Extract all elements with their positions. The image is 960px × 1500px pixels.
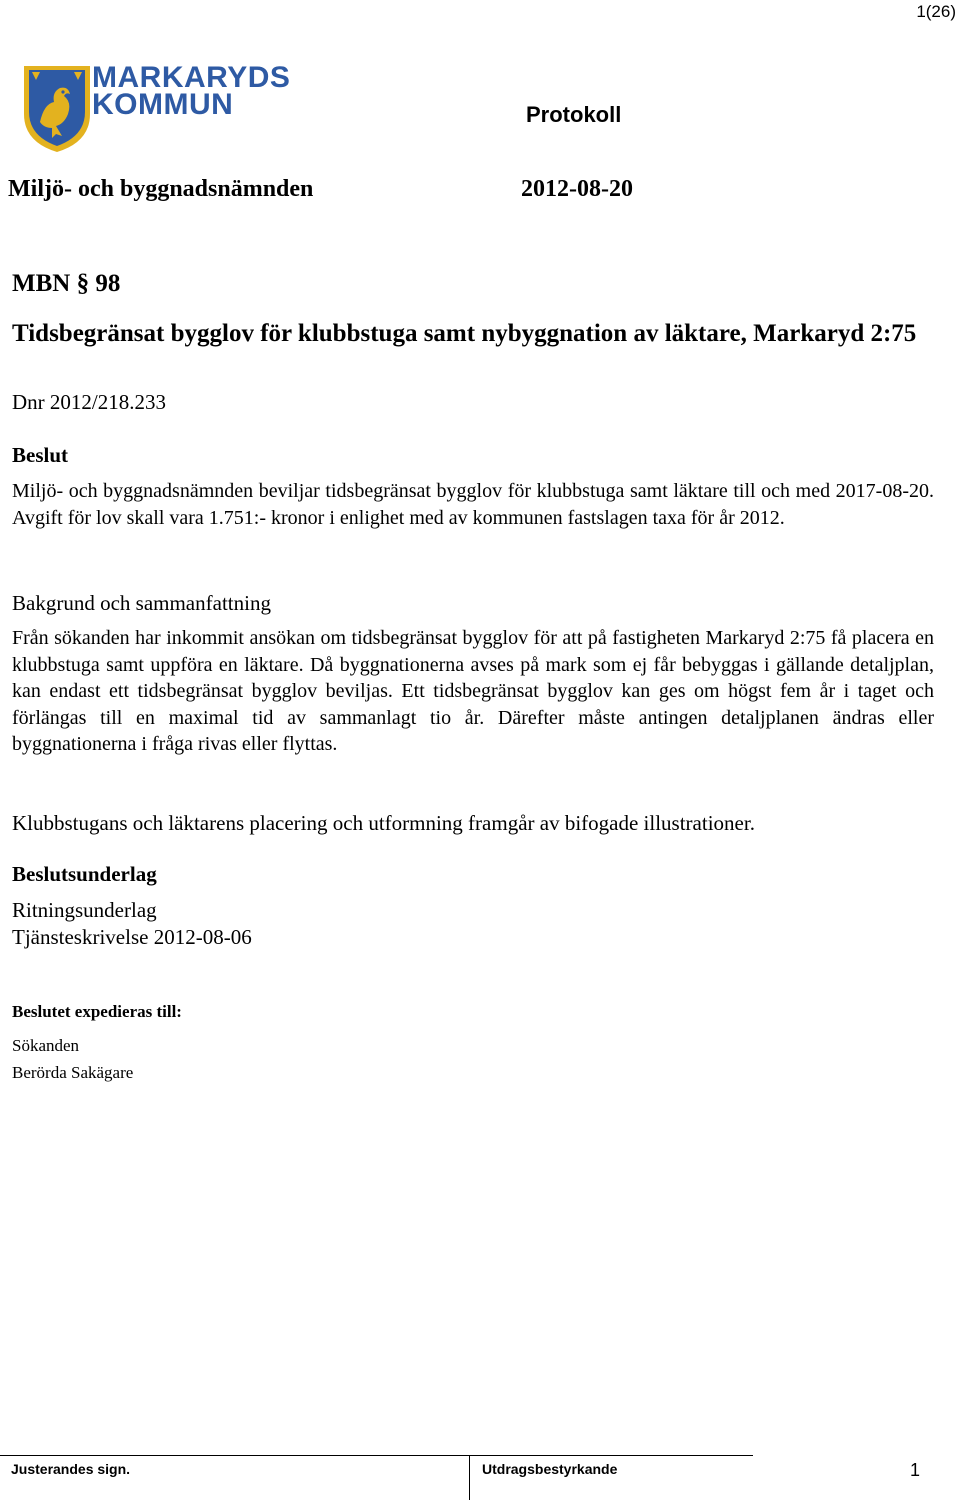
document-type: Protokoll <box>526 102 622 127</box>
bakgrund-heading: Bakgrund och sammanfattning <box>12 591 271 615</box>
footer-divider <box>0 1455 753 1456</box>
logo-text <box>92 61 291 121</box>
expedieras-list <box>12 1033 133 1086</box>
registration-number: Dnr 2012/218.233 <box>12 390 166 414</box>
list-item: Sökanden <box>12 1036 80 1055</box>
beslut-heading: Beslut <box>12 443 69 467</box>
bakgrund-text: Från sökanden har inkommit ansökan om tidsbegränsat bygglov för att på fastigheten Markaryd 2:75 få placera en klubbstuga samt uppföra en läktare. Då byggnationerna avses på mark som ej får bebyggas i gällande detaljplan, kan endast ett tidsbegränsat bygglov beviljas. Ett tidsbegränsat bygglov kan ges om högst fem år i taget och förlängas till en maximal tid av sammanlagt tio år. Därefter måste antingen detaljplanen ändras eller byggnationerna i fråga rivas eller flyttas. <box>12 627 934 755</box>
list-item: Tjänsteskrivelse 2012-08-06 <box>12 924 252 949</box>
footer-page-number: 1 <box>910 1460 921 1480</box>
list-item: Berörda Sakägare <box>12 1062 134 1082</box>
page-indicator: 1(26) <box>916 2 956 21</box>
beslutsunderlag-list <box>12 897 934 950</box>
utdragsbestyrkande-label: Utdragsbestyrkande <box>482 1461 618 1477</box>
case-title: Tidsbegränsat bygglov för klubbstuga samt nybyggnation av läktare, Markaryd 2:75 <box>12 320 917 347</box>
list-item: Ritningsunderlag <box>12 898 157 922</box>
beslutsunderlag-heading: Beslutsunderlag <box>12 862 157 886</box>
logo-line1: MARKARYDS <box>92 61 291 94</box>
beslut-text: Miljö- och byggnadsnämnden beviljar tidsbegränsat bygglov för klubbstuga samt läktare till och med 2017-08-20. Avgift för lov skall vara 1.751:- kronor i enlighet med av kommunen fastslagen taxa för år 2012. <box>12 480 934 529</box>
bakgrund-text2: Klubbstugans och läktarens placering och utformning framgår av bifogade illustrationer. <box>12 811 755 835</box>
expedieras-heading: Beslutet expedieras till: <box>12 1002 182 1021</box>
coat-of-arms-icon <box>22 62 92 154</box>
footer-column-divider <box>469 1455 470 1500</box>
committee-name: Miljö- och byggnadsnämnden <box>8 176 314 202</box>
justerandes-sign-label: Justerandes sign. <box>11 1461 131 1477</box>
logo-line2: KOMMUN <box>92 88 234 121</box>
meeting-date: 2012-08-20 <box>521 176 633 202</box>
section-number: MBN § 98 <box>12 270 121 297</box>
